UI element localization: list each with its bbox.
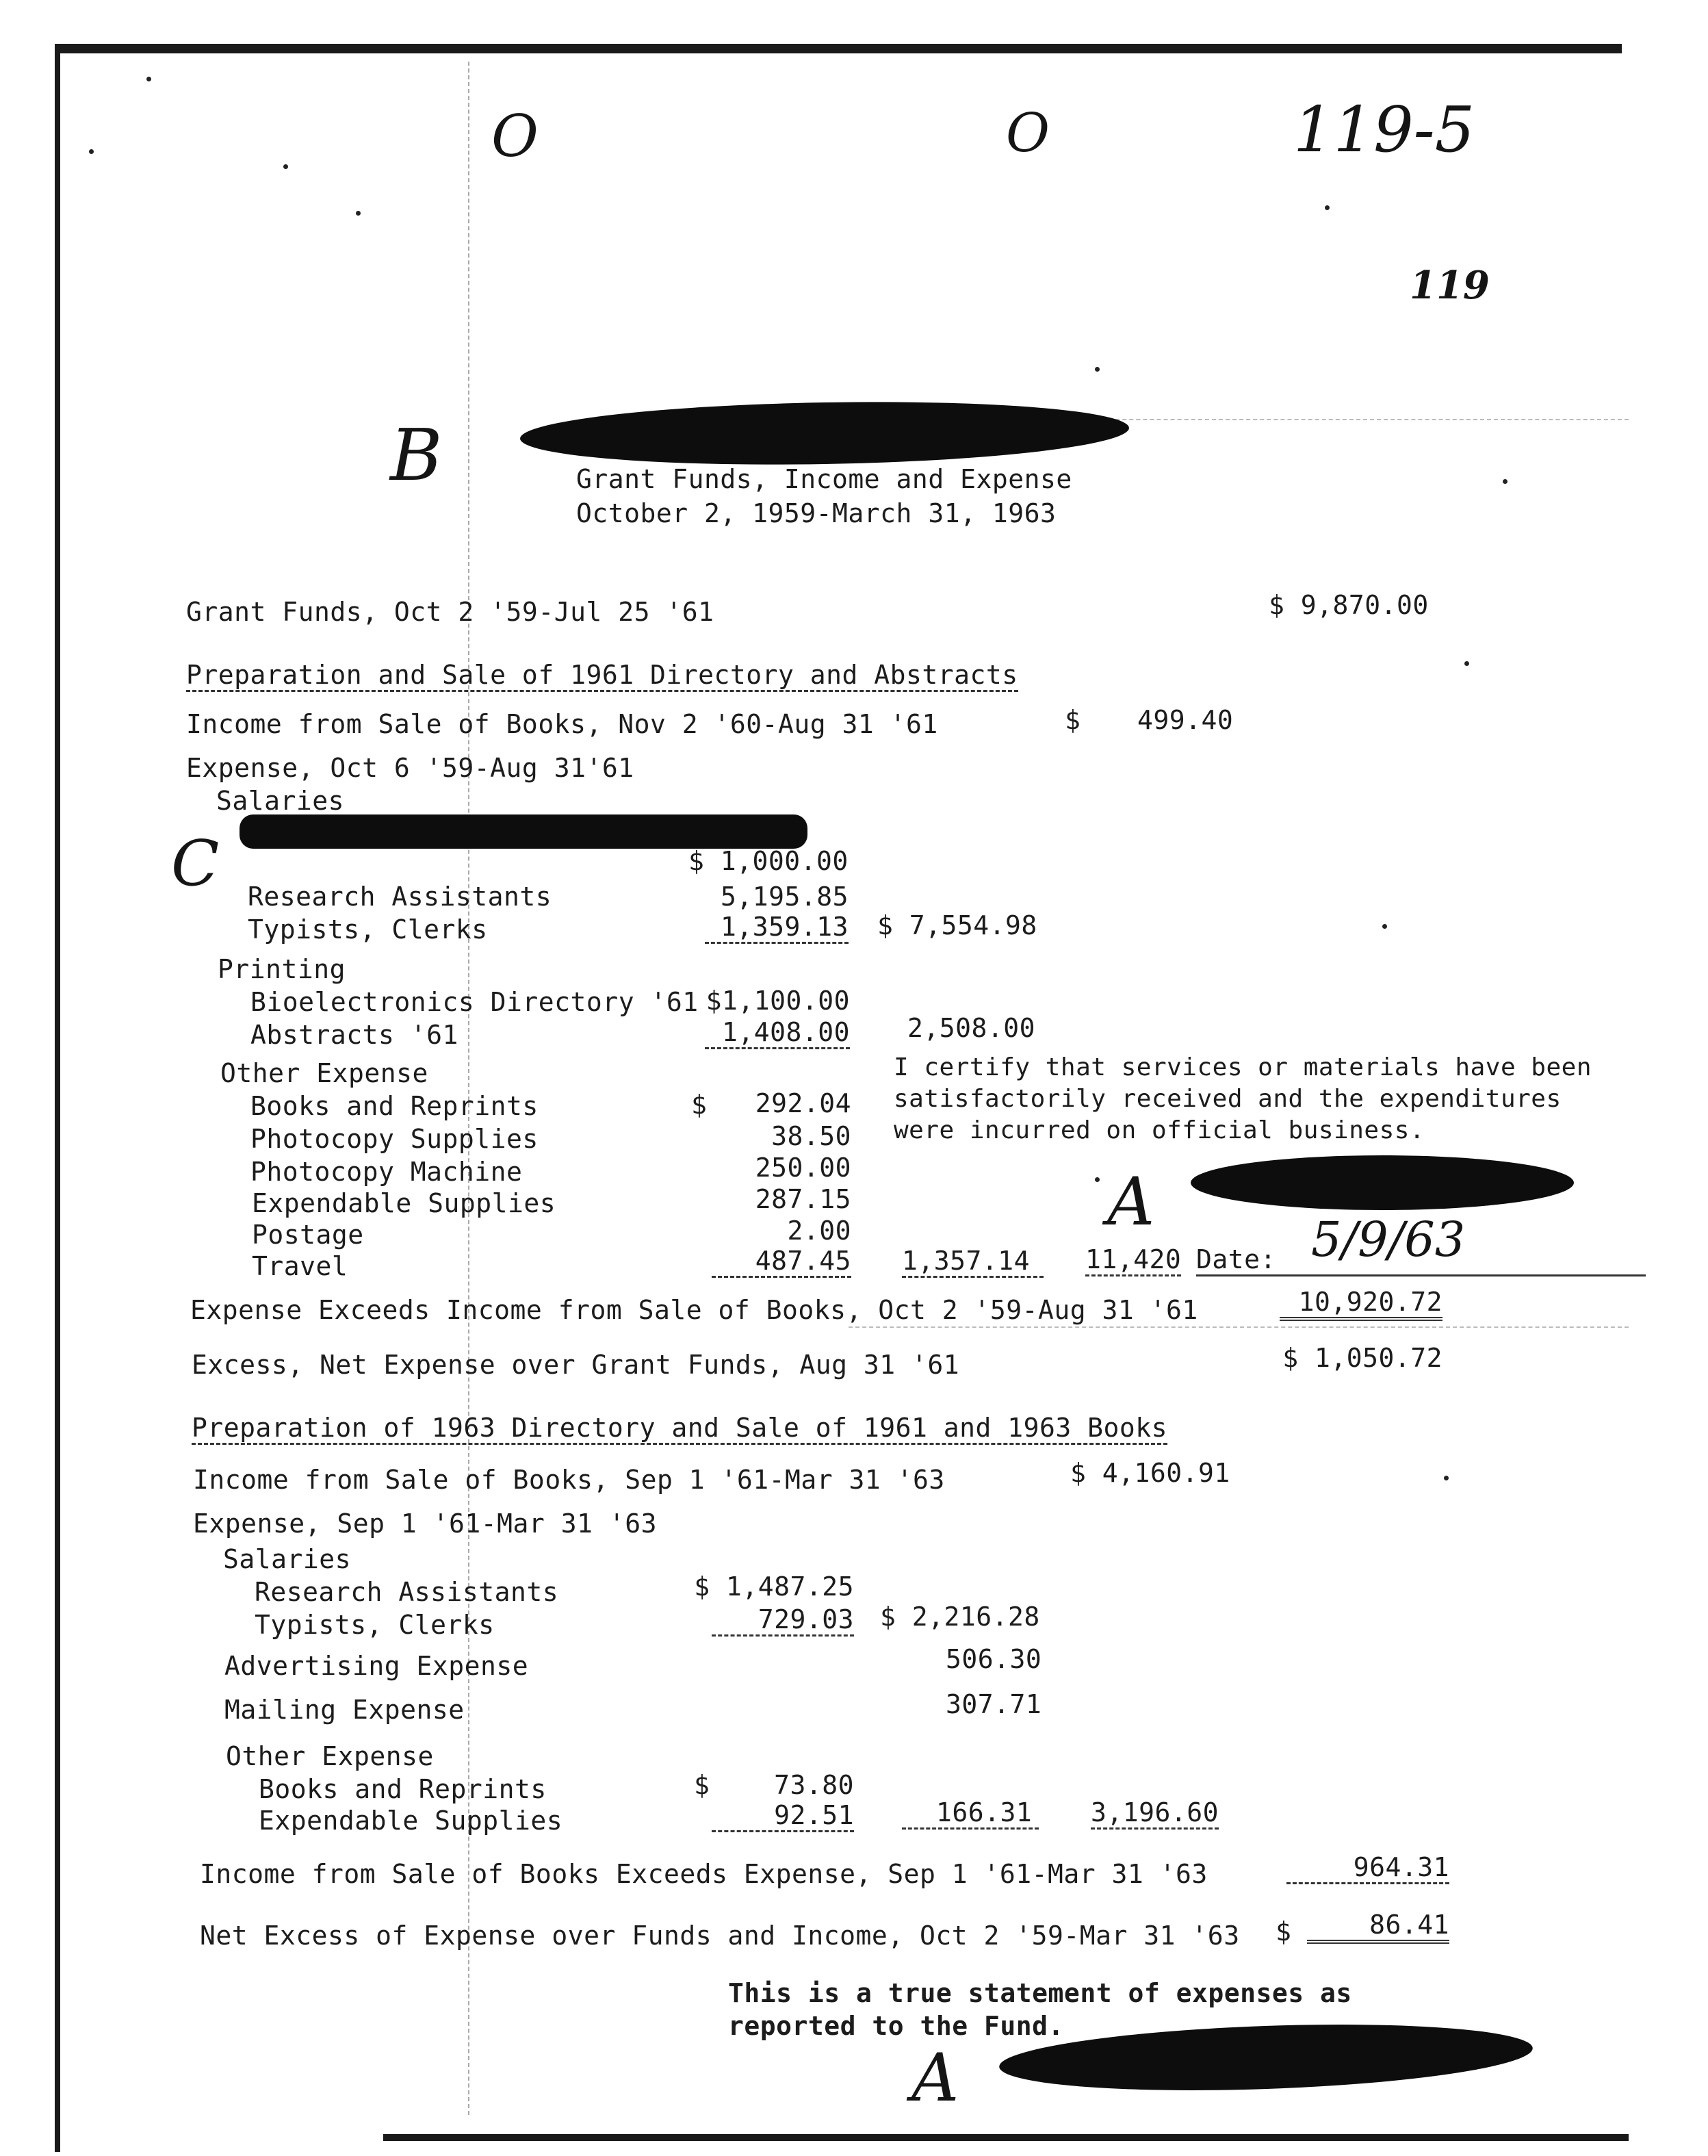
section2-books-amount: 73.80	[774, 1770, 854, 1800]
section2-income-amount: $ 4,160.91	[1070, 1458, 1230, 1488]
grant-label: Grant Funds, Oct 2 '59-Jul 25 '61	[186, 597, 714, 627]
section2-income-label: Income from Sale of Books, Sep 1 '61-Mar 31 '63	[193, 1465, 945, 1495]
section1-income-amount: 499.40	[1137, 705, 1234, 735]
section1-typists-amount: 1,359.13	[705, 912, 849, 944]
speck	[1095, 1177, 1100, 1182]
certify-line-1: I certify that services or materials have been	[894, 1053, 1592, 1081]
section1-ra-label: Research Assistants	[248, 882, 552, 912]
section2-books-dollar: $	[694, 1770, 710, 1800]
statement-line-1: This is a true statement of expenses as	[728, 1978, 1352, 2008]
left-scan-edge	[55, 44, 60, 2152]
section2-typists-label: Typists, Clerks	[255, 1610, 495, 1640]
page-number-handwritten-2: 119	[1410, 263, 1490, 308]
section1-other-dollar: $	[691, 1090, 708, 1120]
section1-exceeds-label: Expense Exceeds Income from Sale of Books, Oct 2 '59-Aug 31 '61	[190, 1295, 1198, 1325]
mark-a-bottom: A	[911, 2040, 959, 2116]
speck	[1095, 367, 1100, 372]
statement-line-2: reported to the Fund.	[728, 2011, 1064, 2041]
other-item-label: Travel	[252, 1251, 348, 1281]
other-item-amount: 2.00	[787, 1216, 851, 1246]
section2-net-amount: 86.41	[1307, 1910, 1449, 1944]
section2-other-total: 166.31	[902, 1797, 1039, 1830]
statement-title: Grant Funds, Income and Expense	[576, 464, 1072, 494]
section2-mailing-label: Mailing Expense	[224, 1695, 465, 1725]
hole-punch-right: O	[1006, 103, 1050, 164]
other-item-label: Postage	[252, 1220, 364, 1250]
section1-typists-label: Typists, Clerks	[248, 914, 488, 945]
statement-period: October 2, 1959-March 31, 1963	[576, 498, 1057, 528]
section1-expense-total: 11,420	[1085, 1244, 1181, 1276]
section2-heading: Preparation of 1963 Directory and Sale of 1961 and 1963 Books	[192, 1413, 1167, 1445]
page-number-handwritten: 119-5	[1293, 93, 1475, 166]
scan-streak	[1095, 419, 1629, 420]
grant-amount: $ 9,870.00	[1269, 590, 1429, 620]
mark-b: B	[390, 413, 443, 497]
certify-line-2: satisfactorily received and the expenditures	[894, 1085, 1562, 1113]
section2-expendable-amount: 92.51	[712, 1800, 854, 1832]
other-item-amount: 250.00	[755, 1153, 851, 1183]
section2-exceeds-amount: 964.31	[1286, 1852, 1449, 1884]
certify-date-handwritten: 5/9/63	[1311, 1211, 1466, 1268]
speck	[89, 149, 94, 154]
section1-bio-amount: $1,100.00	[706, 986, 850, 1016]
section1-other-total: 1,357.14	[902, 1246, 1044, 1278]
speck	[146, 77, 151, 81]
other-item-amount: 487.45	[712, 1246, 851, 1278]
section2-other-label: Other Expense	[226, 1741, 434, 1771]
section2-expendable-label: Expendable Supplies	[259, 1806, 563, 1836]
section2-ra-amount: $ 1,487.25	[694, 1571, 854, 1602]
section1-excess-label: Excess, Net Expense over Grant Funds, Aug 31 '61	[192, 1350, 960, 1380]
other-item-label: Photocopy Machine	[250, 1157, 523, 1187]
section1-excess-amount: $ 1,050.72	[1282, 1343, 1442, 1373]
section1-income-dollar: $	[1065, 705, 1081, 735]
other-item-label: Books and Reprints	[250, 1091, 539, 1121]
section2-books-label: Books and Reprints	[259, 1774, 547, 1804]
section2-expense-label: Expense, Sep 1 '61-Mar 31 '63	[193, 1509, 657, 1539]
section2-advertising-amount: 506.30	[946, 1644, 1042, 1674]
redacted-name-header	[519, 397, 1129, 470]
section1-salaries-label: Salaries	[216, 786, 345, 816]
top-scan-edge	[55, 44, 1622, 53]
speck	[1382, 924, 1387, 929]
bottom-scan-edge	[383, 2134, 1629, 2141]
section2-typists-amount: 729.03	[712, 1604, 854, 1637]
section2-ra-label: Research Assistants	[255, 1577, 559, 1607]
speck	[356, 211, 361, 216]
section1-abstracts-amount: 1,408.00	[705, 1017, 850, 1049]
section1-heading: Preparation and Sale of 1961 Directory and Abstracts	[186, 660, 1018, 692]
other-item-label: Expendable Supplies	[252, 1188, 556, 1218]
section2-expense-total: 3,196.60	[1091, 1797, 1219, 1830]
hole-punch-left: O	[491, 103, 539, 170]
section2-net-dollar: $	[1276, 1916, 1292, 1947]
section1-redacted-salary-amount: $ 1,000.00	[688, 846, 849, 876]
speck	[1444, 1476, 1449, 1480]
section2-salaries-total: $ 2,216.28	[880, 1602, 1040, 1632]
section1-printing-label: Printing	[218, 954, 346, 984]
redacted-signature-statement	[998, 2016, 1534, 2098]
other-item-amount: 38.50	[771, 1121, 851, 1151]
section1-ra-amount: 5,195.85	[720, 882, 849, 912]
mark-c: C	[171, 827, 220, 900]
section1-expense-label: Expense, Oct 6 '59-Aug 31'61	[186, 753, 634, 783]
section2-exceeds-label: Income from Sale of Books Exceeds Expense, Sep 1 '61-Mar 31 '63	[200, 1859, 1208, 1889]
certify-date-label: Date:	[1196, 1244, 1646, 1276]
section2-salaries-label: Salaries	[223, 1544, 352, 1574]
certify-line-3: were incurred on official business.	[894, 1116, 1425, 1144]
redacted-salary-name	[240, 814, 807, 849]
scan-streak-2	[849, 1326, 1629, 1328]
section1-income-label: Income from Sale of Books, Nov 2 '60-Aug 31 '61	[186, 709, 938, 739]
section1-abstracts-label: Abstracts '61	[250, 1020, 458, 1050]
speck	[283, 164, 288, 169]
section1-bio-label: Bioelectronics Directory '61	[250, 987, 699, 1017]
mark-a: A	[1107, 1164, 1155, 1240]
section1-exceeds-amount: 10,920.72	[1280, 1287, 1442, 1321]
other-item-amount: 292.04	[755, 1088, 851, 1118]
section2-mailing-amount: 307.71	[946, 1689, 1042, 1719]
speck	[1464, 661, 1469, 666]
speck	[1503, 479, 1508, 484]
section2-advertising-label: Advertising Expense	[224, 1651, 529, 1681]
section1-other-label: Other Expense	[220, 1058, 428, 1088]
section1-salaries-total: $ 7,554.98	[877, 910, 1037, 940]
redacted-signature-certify	[1191, 1155, 1574, 1210]
speck	[1325, 205, 1330, 210]
section2-net-label: Net Excess of Expense over Funds and Income, Oct 2 '59-Mar 31 '63	[200, 1921, 1240, 1951]
section1-printing-total: 2,508.00	[907, 1013, 1036, 1043]
other-item-amount: 287.15	[755, 1184, 851, 1214]
other-item-label: Photocopy Supplies	[250, 1124, 539, 1154]
